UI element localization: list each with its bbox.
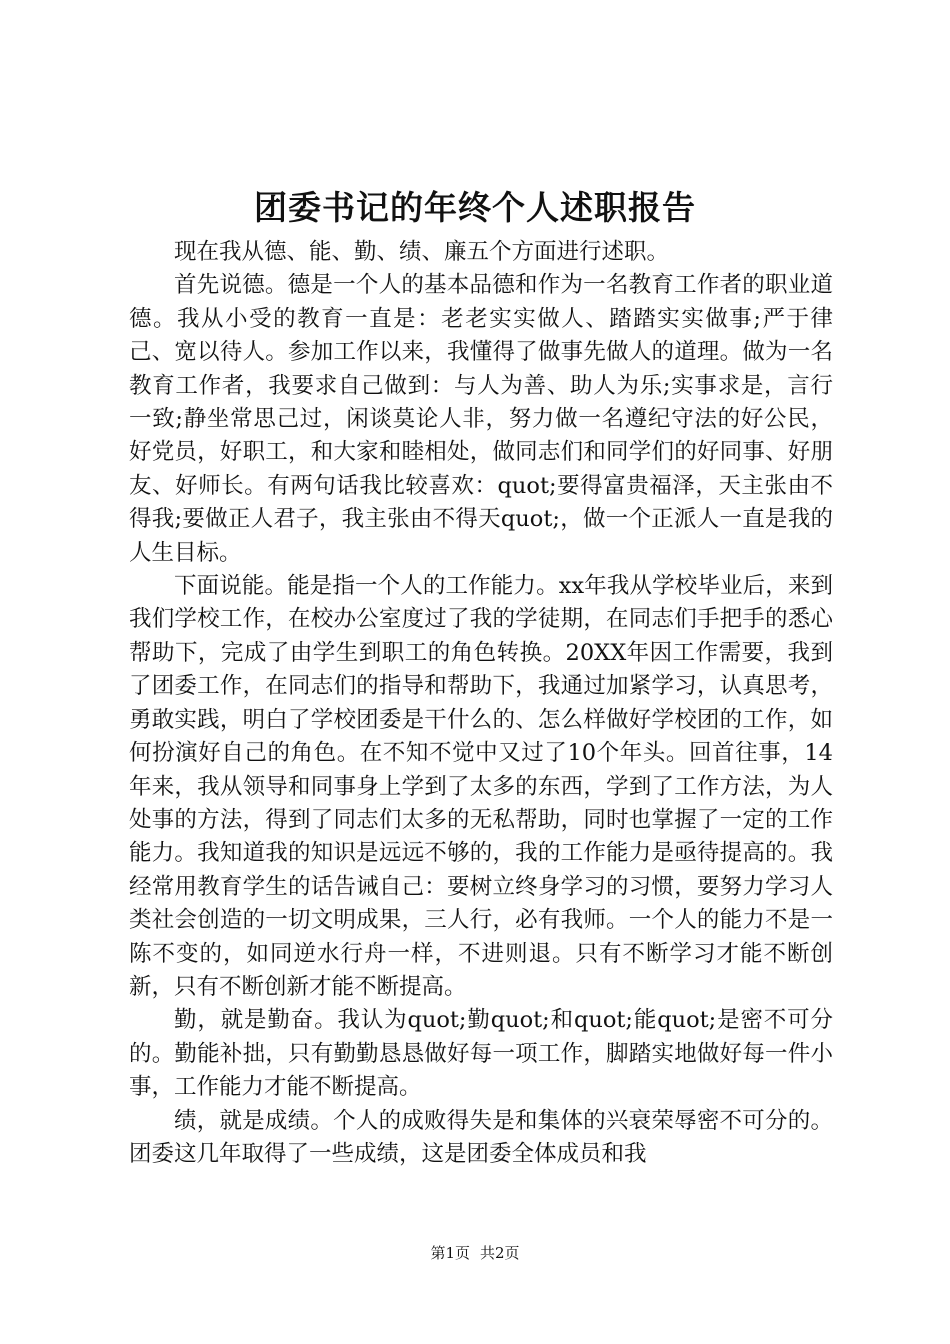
paragraph-intro: 现在我从德、能、勤、绩、廉五个方面进行述职。 bbox=[174, 239, 670, 265]
document-title: 团委书记的年终个人述职报告 bbox=[254, 188, 696, 227]
document-body bbox=[129, 236, 833, 1171]
paragraph-diligence: 勤，就是勤奋。我认为quot;勤quot;和quot;能quot;是密不可分的。勤能补拙，只有勤勤恳恳做好每一项工作，脚踏实地做好每一件小事，工作能力才能不断提高。 bbox=[129, 1007, 833, 1101]
paragraph-virtue: 首先说德。德是一个人的基本品德和作为一名教育工作者的职业道德。我从小受的教育一直是：老老实实做人、踏踏实实做事;严于律己、宽以待人。参加工作以来，我懂得了做事先做人的道理。做为一名教育工作者，我要求自己做到：与人为善、助人为乐;实事求是，言行一致;静坐常思己过，闲谈莫论人非，努力做一名遵纪守法的好公民，好党员，好职工，和大家和睦相处，做同志们和同学们的好同事、好朋友、好师长。有两句话我比较喜欢：quot;要得富贵福泽，天主张由不得我;要做正人君子，我主张由不得天quot;，做一个正派人一直是我的人生目标。 bbox=[129, 272, 833, 566]
paragraph-ability: 下面说能。能是指一个人的工作能力。xx年我从学校毕业后，来到我们学校工作，在校办公室度过了我的学徒期，在同志们手把手的悉心帮助下，完成了由学生到职工的角色转换。20XX年因工作需要，我到了团委工作，在同志们的指导和帮助下，我通过加紧学习，认真思考，勇敢实践，明白了学校团委是干什么的、怎么样做好学校团的工作，如何扮演好自己的角色。在不知不觉中又过了10个年头。回首往事，14年来，我从领导和同事身上学到了太多的东西，学到了工作方法，为人处事的方法，得到了同志们太多的无私帮助，同时也掌握了一定的工作能力。我知道我的知识是远远不够的，我的工作能力是亟待提高的。我经常用教育学生的话告诫自己：要树立终身学习的习惯，要努力学习人类社会创造的一切文明成果，三人行，必有我师。一个人的能力不是一陈不变的，如同逆水行舟一样，不进则退。只有不断学习才能不断创新，只有不断创新才能不断提高。 bbox=[129, 573, 833, 1000]
page-footer bbox=[0, 1243, 950, 1263]
paragraph-achievement: 绩，就是成绩。个人的成败得失是和集体的兴衰荣辱密不可分的。团委这几年取得了一些成绩，这是团委全体成员和我 bbox=[129, 1107, 833, 1167]
page-number: 第1页 bbox=[430, 1244, 470, 1262]
page-total: 共2页 bbox=[480, 1244, 520, 1262]
